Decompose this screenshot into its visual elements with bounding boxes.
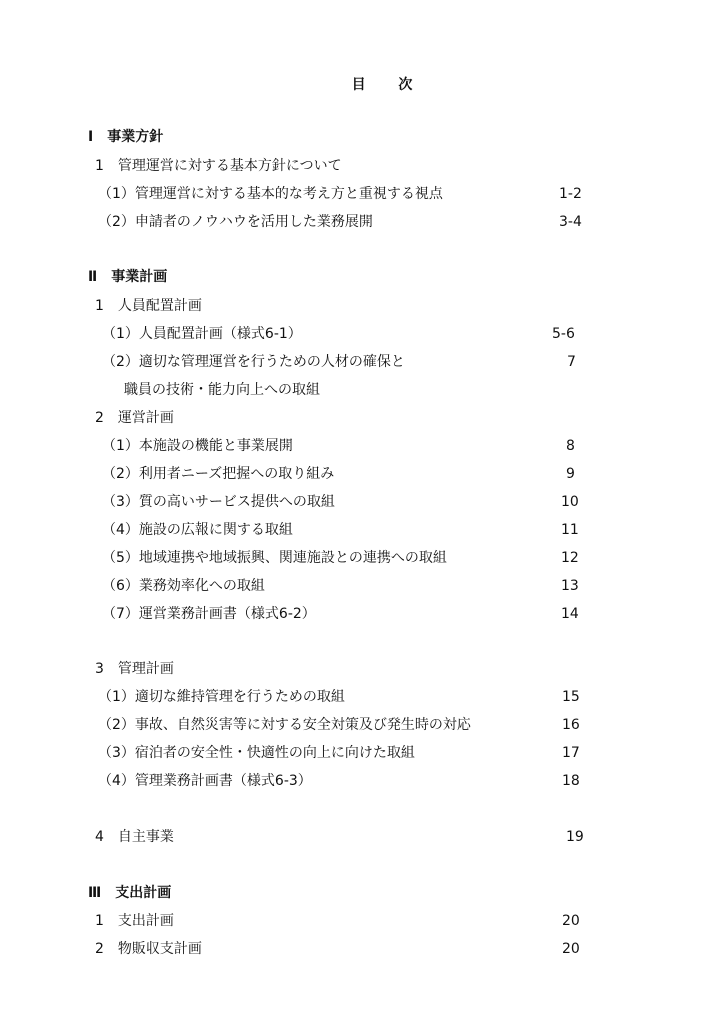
subsection-heading: 1 管理運営に対する基本方針について	[95, 158, 342, 174]
toc-entry-page: 18	[562, 773, 580, 789]
toc-entry-page: 8	[566, 438, 575, 454]
toc-entry-page: 5-6	[552, 326, 575, 342]
toc-entry-label: 1 支出計画	[95, 913, 174, 929]
subsection-heading: 3 管理計画	[95, 661, 174, 677]
toc-entry-label: （2）利用者ニーズ把握への取り組み	[102, 466, 335, 482]
section-heading-1: Ⅰ 事業方針	[88, 129, 164, 145]
toc-entry-page: 20	[562, 941, 580, 957]
toc-entry-label: 2 物販収支計画	[95, 941, 202, 957]
toc-entry-label: （6）業務効率化への取組	[102, 578, 265, 594]
toc-entry-page: 10	[561, 494, 579, 510]
toc-entry-page: 7	[567, 354, 576, 370]
toc-entry-label: （1）人員配置計画（様式6-1）	[102, 326, 302, 342]
toc-entry-page: 13	[561, 578, 579, 594]
toc-entry-page: 16	[562, 717, 580, 733]
toc-entry-label-continued: 職員の技術・能力向上への取組	[124, 382, 320, 398]
toc-entry-label: （1）本施設の機能と事業展開	[102, 438, 293, 454]
toc-entry-label: （2）適切な管理運営を行うための人材の確保と	[102, 354, 405, 370]
subsection-heading: 1 人員配置計画	[95, 298, 202, 314]
section-heading-3: Ⅲ 支出計画	[88, 885, 172, 901]
toc-entry-label: （4）施設の広報に関する取組	[102, 522, 293, 538]
toc-entry-page: 3-4	[559, 214, 582, 230]
toc-entry-label: （2）事故、自然災害等に対する安全対策及び発生時の対応	[98, 717, 471, 733]
toc-entry-label: （2）申請者のノウハウを活用した業務展開	[98, 214, 373, 230]
toc-entry-label: （5）地域連携や地域振興、関連施設との連携への取組	[102, 550, 447, 566]
subsection-heading: 4 自主事業	[95, 829, 174, 845]
subsection-heading: 2 運営計画	[95, 410, 174, 426]
toc-entry-page: 17	[562, 745, 580, 761]
toc-entry-page: 11	[561, 522, 579, 538]
toc-entry-page: 9	[566, 466, 575, 482]
section-heading-2: Ⅱ 事業計画	[88, 269, 168, 285]
toc-entry-label: （1）適切な維持管理を行うための取組	[98, 689, 345, 705]
toc-entry-label: （3）質の高いサービス提供への取組	[102, 494, 335, 510]
toc-entry-page: 15	[562, 689, 580, 705]
toc-entry-label: （1）管理運営に対する基本的な考え方と重視する視点	[98, 186, 443, 202]
toc-entry-page: 19	[566, 829, 584, 845]
toc-entry-page: 1-2	[559, 186, 582, 202]
toc-entry-label: （4）管理業務計画書（様式6-3）	[98, 773, 312, 789]
toc-entry-label: （7）運営業務計画書（様式6-2）	[102, 606, 316, 622]
toc-entry-page: 14	[561, 606, 579, 622]
page-title: 目 次	[351, 77, 427, 93]
toc-entry-label: （3）宿泊者の安全性・快適性の向上に向けた取組	[98, 745, 415, 761]
toc-entry-page: 20	[562, 913, 580, 929]
toc-entry-page: 12	[561, 550, 579, 566]
